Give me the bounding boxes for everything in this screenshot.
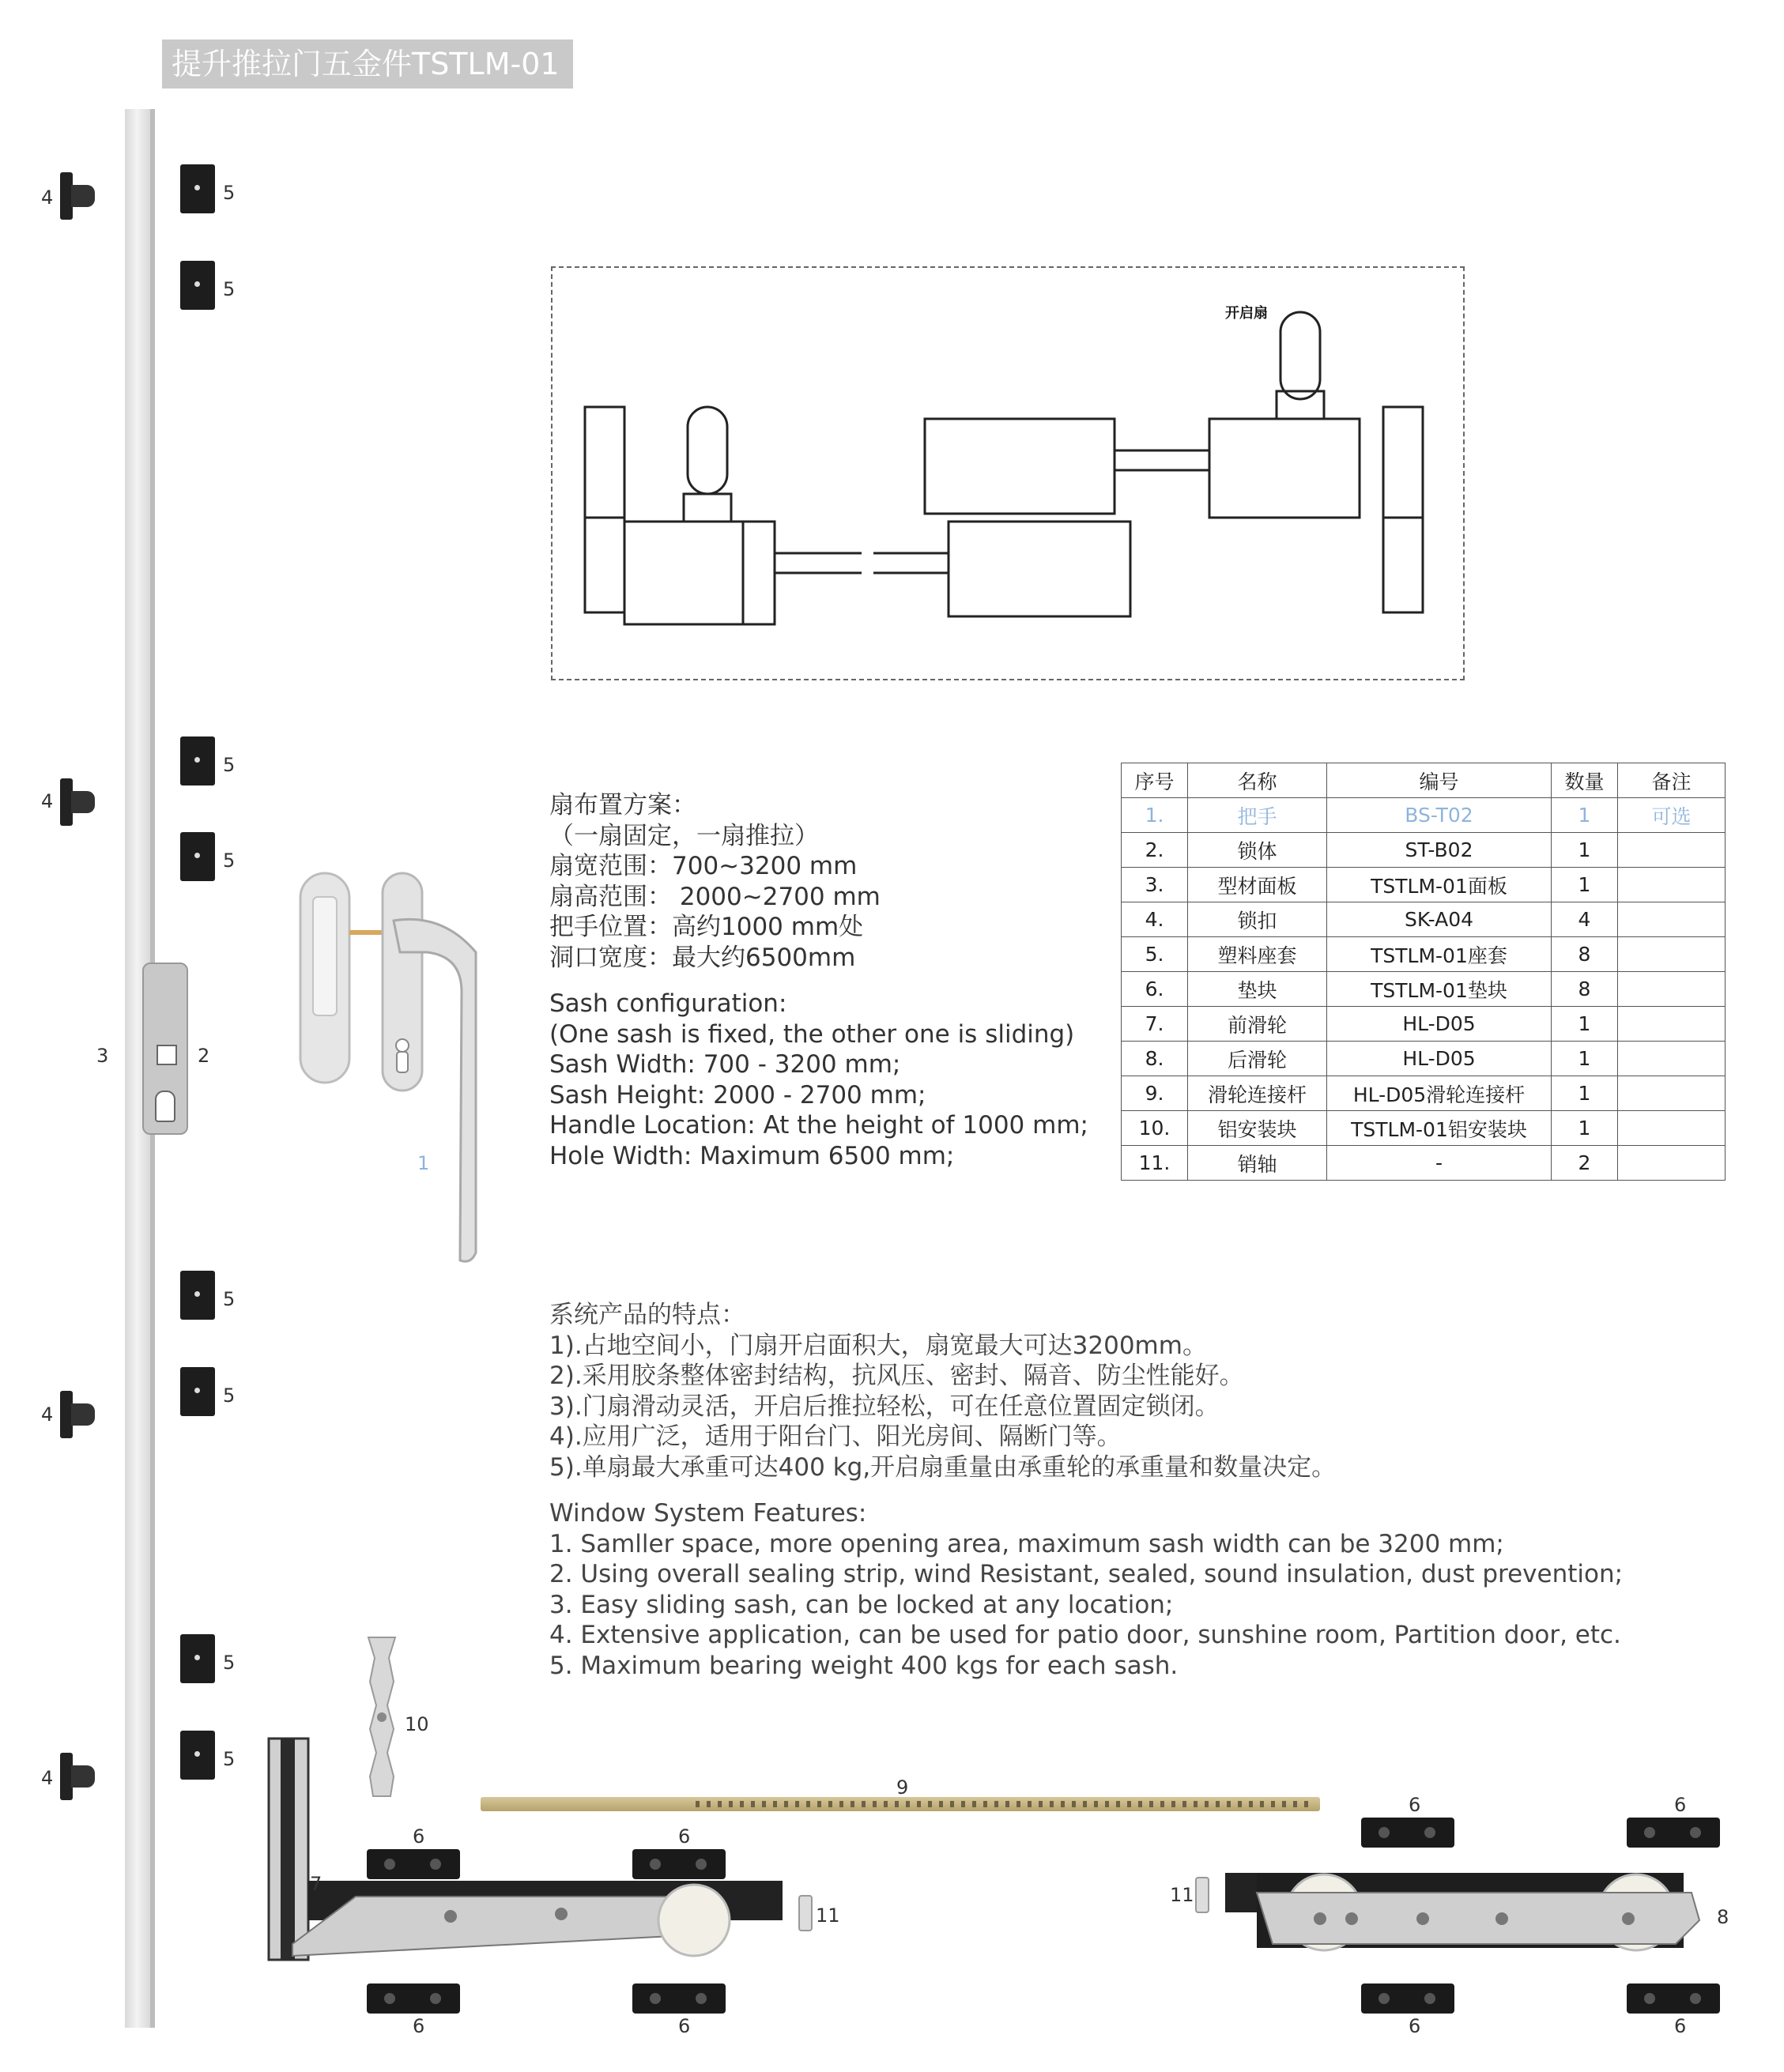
cell: 8 [1552, 937, 1618, 972]
callout-6: 6 [1409, 2015, 1421, 2037]
col-header: 备注 [1618, 763, 1726, 798]
cell: HL-D05 [1327, 1007, 1552, 1042]
spec-cn-line: 扇布置方案： [549, 791, 696, 819]
table-row [1122, 798, 1726, 833]
diagram-label: 开启扇 [1225, 305, 1268, 321]
striker-4-d [60, 1753, 98, 1800]
features-block [549, 1300, 1623, 1681]
cell: 9. [1122, 1076, 1188, 1111]
features-cn-line: 2).采用胶条整体密封结构，抗风压、密封、隔音、防尘性能好。 [549, 1362, 1244, 1390]
page-title: 提升推拉门五金件TSTLM-01 [162, 40, 573, 89]
spec-en-line: Hole Width: Maximum 6500 mm; [549, 1141, 955, 1170]
cell: 销轴 [1188, 1146, 1327, 1181]
seat-5 [180, 1634, 215, 1683]
rear-roller-illustration [1225, 1857, 1715, 1976]
table-row [1122, 1007, 1726, 1042]
cell: 1. [1122, 798, 1188, 833]
cell: 锁扣 [1188, 902, 1327, 937]
cell: 垫块 [1188, 972, 1327, 1007]
spacer-6 [1361, 1818, 1454, 1848]
cell: TSTLM-01面板 [1327, 868, 1552, 902]
cell: 2 [1552, 1146, 1618, 1181]
cell: HL-D05滑轮连接杆 [1327, 1076, 1552, 1111]
callout-11: 11 [1170, 1884, 1194, 1906]
lock-cylinder-hole [155, 1091, 175, 1122]
spec-cn-line: 扇高范围： 2000~2700 mm [549, 882, 881, 911]
cell: 11. [1122, 1146, 1188, 1181]
cell: 10. [1122, 1111, 1188, 1146]
striker-4-b [60, 778, 98, 826]
cell: 1 [1552, 1042, 1618, 1076]
cell [1618, 972, 1726, 1007]
cell: TSTLM-01垫块 [1327, 972, 1552, 1007]
spec-cn-line: （一扇固定，一扇推拉） [549, 821, 819, 850]
cell: 4 [1552, 902, 1618, 937]
callout-1: 1 [417, 1152, 430, 1174]
cell [1618, 937, 1726, 972]
seat-5 [180, 737, 215, 785]
callout-7: 7 [310, 1873, 322, 1895]
table-row [1122, 1076, 1726, 1111]
col-header: 序号 [1122, 763, 1188, 798]
striker-4-c [60, 1391, 98, 1438]
spec-en-line: (One sash is fixed, the other one is sliding) [549, 1019, 1075, 1049]
cell [1618, 1076, 1726, 1111]
cell: HL-D05 [1327, 1042, 1552, 1076]
col-header: 编号 [1327, 763, 1552, 798]
callout-11: 11 [816, 1904, 840, 1927]
cell: 型材面板 [1188, 868, 1327, 902]
callout-6: 6 [678, 2015, 691, 2037]
callout-6: 6 [1674, 2015, 1687, 2037]
cell: 塑料座套 [1188, 937, 1327, 972]
pin-11 [1195, 1877, 1209, 1913]
callout-6: 6 [1409, 1794, 1421, 1816]
spacer-6 [632, 1849, 726, 1879]
spec-cn-line: 洞口宽度：最大约6500mm [549, 943, 856, 972]
callout-5: 5 [223, 1748, 236, 1770]
cell: - [1327, 1146, 1552, 1181]
spec-cn-line: 扇宽范围：700~3200 mm [549, 852, 858, 880]
col-header: 数量 [1552, 763, 1618, 798]
cell [1618, 1007, 1726, 1042]
spacer-6 [632, 1983, 726, 2014]
callout-4: 4 [41, 1767, 54, 1789]
callout-6: 6 [413, 2015, 425, 2037]
seat-5 [180, 832, 215, 881]
callout-5: 5 [223, 850, 236, 872]
table-row [1122, 833, 1726, 868]
cell: 8 [1552, 972, 1618, 1007]
cell: 2. [1122, 833, 1188, 868]
cell: 1 [1552, 1111, 1618, 1146]
callout-2: 2 [198, 1045, 210, 1067]
spec-en-line: Sash configuration: [549, 989, 787, 1018]
table-row [1122, 1042, 1726, 1076]
cell [1618, 868, 1726, 902]
cell [1618, 1146, 1726, 1181]
section-diagram [569, 300, 1446, 656]
features-en-line: 4. Extensive application, can be used for patio door, sunshine room, Partition door, etc. [549, 1621, 1621, 1649]
col-header: 名称 [1188, 763, 1327, 798]
callout-5: 5 [223, 1288, 236, 1310]
cell: 4. [1122, 902, 1188, 937]
seat-5 [180, 1367, 215, 1416]
callout-5: 5 [223, 182, 236, 204]
callout-4: 4 [41, 186, 54, 209]
spacer-6 [367, 1849, 460, 1879]
handle-illustration [292, 865, 490, 1268]
striker-4-a [60, 172, 98, 220]
cell: 1 [1552, 833, 1618, 868]
spec-cn-line: 把手位置：高约1000 mm处 [549, 913, 864, 941]
cell: 6. [1122, 972, 1188, 1007]
cell: 8. [1122, 1042, 1188, 1076]
spec-en-line: Sash Height: 2000 - 2700 mm; [549, 1080, 926, 1109]
cell: 1 [1552, 798, 1618, 833]
table-row [1122, 972, 1726, 1007]
spacer-6 [1361, 1983, 1454, 2014]
cell: 锁体 [1188, 833, 1327, 868]
parts-table [1121, 763, 1726, 1181]
features-cn-line: 5).单扇最大承重可达400 kg,开启扇重量由承重轮的承重量和数量决定。 [549, 1452, 1337, 1482]
callout-6: 6 [413, 1825, 425, 1848]
spacer-6 [1627, 1818, 1720, 1848]
cell [1618, 1111, 1726, 1146]
features-cn-line: 4).应用广泛，适用于阳台门、阳光房间、隔断门等。 [549, 1422, 1122, 1451]
spec-block [549, 790, 1088, 1171]
table-row [1122, 937, 1726, 972]
callout-5: 5 [223, 754, 236, 776]
table-row [1122, 868, 1726, 902]
cell: 3. [1122, 868, 1188, 902]
cell: 滑轮连接杆 [1188, 1076, 1327, 1111]
features-en-line: 2. Using overall sealing strip, wind Resistant, sealed, sound insulation, dust prevention; [549, 1560, 1624, 1588]
cell: TSTLM-01铝安装块 [1327, 1111, 1552, 1146]
cell: SK-A04 [1327, 902, 1552, 937]
features-cn-heading: 系统产品的特点： [549, 1301, 745, 1329]
spec-en-line: Handle Location: At the height of 1000 mm; [549, 1111, 1088, 1140]
seat-5 [180, 261, 215, 310]
seat-5 [180, 164, 215, 213]
spec-en-line: Sash Width: 700 - 3200 mm; [549, 1050, 901, 1079]
table-row [1122, 1146, 1726, 1181]
features-en-line: 1. Samller space, more opening area, maximum sash width can be 3200 mm; [549, 1529, 1504, 1558]
features-cn-line: 1).占地空间小，门扇开启面积大，扇宽最大可达3200mm。 [549, 1331, 1207, 1360]
table-header-row [1122, 763, 1726, 798]
features-cn-line: 3).门扇滑动灵活，开启后推拉轻松，可在任意位置固定锁闭。 [549, 1392, 1220, 1421]
cell: BS-T02 [1327, 798, 1552, 833]
callout-6: 6 [1674, 1794, 1687, 1816]
table-row [1122, 902, 1726, 937]
pin-11 [798, 1895, 813, 1931]
cell: 1 [1552, 868, 1618, 902]
cell [1618, 1042, 1726, 1076]
cell: 把手 [1188, 798, 1327, 833]
callout-4: 4 [41, 1403, 54, 1426]
callout-3: 3 [96, 1045, 109, 1067]
features-en-line: 3. Easy sliding sash, can be locked at any location; [549, 1590, 1174, 1619]
spacer-6 [1627, 1983, 1720, 2014]
cell: 后滑轮 [1188, 1042, 1327, 1076]
cell [1618, 902, 1726, 937]
callout-10: 10 [405, 1713, 429, 1735]
callout-5: 5 [223, 1384, 236, 1407]
cell: 1 [1552, 1076, 1618, 1111]
lock-square [157, 1045, 177, 1065]
cell: 1 [1552, 1007, 1618, 1042]
cell: 5. [1122, 937, 1188, 972]
callout-5: 5 [223, 1652, 236, 1674]
callout-5: 5 [223, 278, 236, 300]
spacer-6 [367, 1983, 460, 2014]
cell [1618, 833, 1726, 868]
callout-6: 6 [678, 1825, 691, 1848]
callout-4: 4 [41, 790, 54, 812]
cell: 前滑轮 [1188, 1007, 1327, 1042]
seat-5 [180, 1731, 215, 1780]
callout-8: 8 [1717, 1906, 1729, 1928]
callout-9: 9 [896, 1776, 909, 1799]
cell: 7. [1122, 1007, 1188, 1042]
table-row [1122, 1111, 1726, 1146]
cell: 可选 [1618, 798, 1726, 833]
features-en-line: 5. Maximum bearing weight 400 kgs for each sash. [549, 1651, 1179, 1680]
features-en-heading: Window System Features: [549, 1499, 867, 1528]
cell: ST-B02 [1327, 833, 1552, 868]
seat-5 [180, 1271, 215, 1320]
cell: 铝安装块 [1188, 1111, 1327, 1146]
cell: TSTLM-01座套 [1327, 937, 1552, 972]
